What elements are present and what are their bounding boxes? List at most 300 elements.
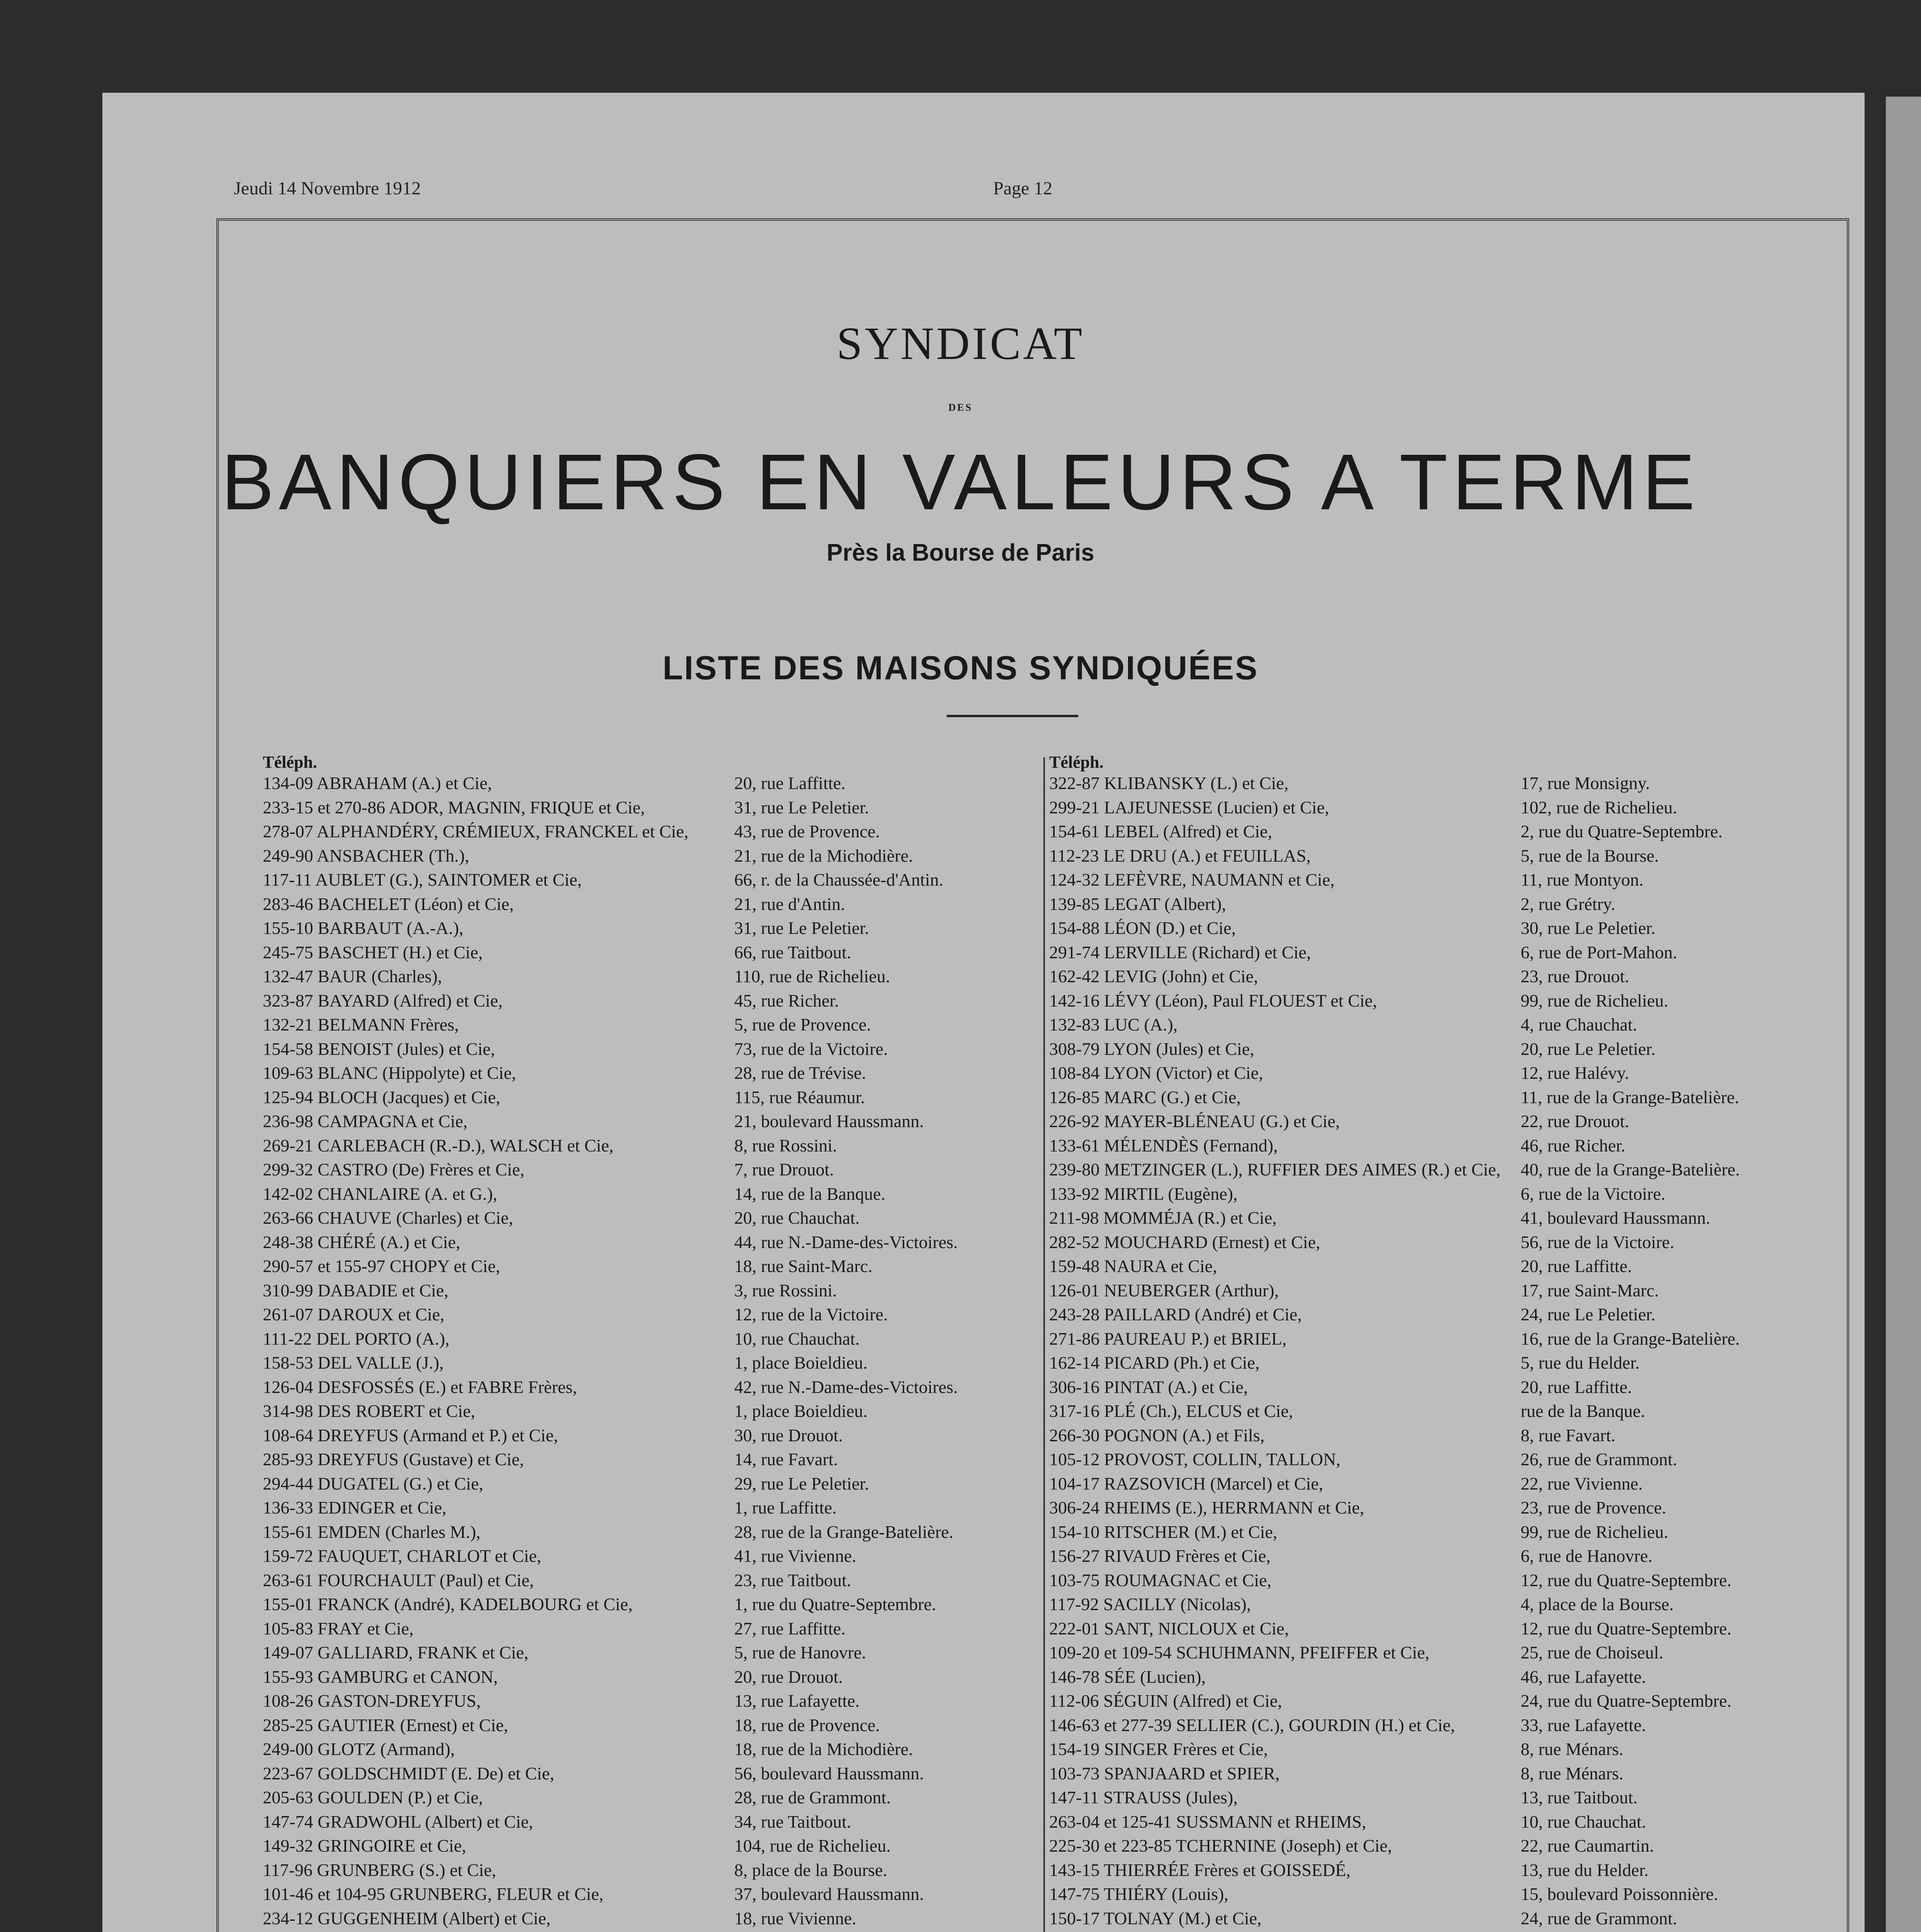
member-address: 14, rue de la Banque. [734, 1184, 885, 1204]
member-address: 4, place de la Bourse. [1521, 1594, 1674, 1614]
member-address: 27, rue Laffitte. [734, 1618, 846, 1638]
member-address: 99, rue de Richelieu. [1521, 1522, 1668, 1542]
member-firm: 125-94 BLOCH (Jacques) et Cie, [263, 1087, 500, 1107]
member-firm: 271-86 PAUREAU P.) et BRIEL, [1049, 1328, 1287, 1349]
list-item [1049, 1737, 1807, 1762]
list-item [263, 892, 1020, 917]
member-firm: 154-19 SINGER Frères et Cie, [1049, 1739, 1268, 1759]
list-item [1049, 796, 1807, 820]
member-firm: 126-85 MARC (G.) et Cie, [1049, 1087, 1241, 1107]
member-address: 22, rue Vivienne. [1521, 1473, 1643, 1493]
list-item [1049, 1303, 1807, 1327]
member-firm: 117-96 GRUNBERG (S.) et Cie, [263, 1860, 496, 1880]
member-address: 8, rue Ménars. [1521, 1739, 1623, 1759]
member-address: 12, rue du Quatre-Septembre. [1521, 1618, 1732, 1638]
member-firm: 111-22 DEL PORTO (A.), [263, 1328, 450, 1349]
member-address: 40, rue de la Grange-Batelière. [1521, 1160, 1740, 1179]
member-firm: 155-01 FRANCK (André), KADELBOURG et Cie, [263, 1594, 633, 1614]
list-item [263, 1399, 1020, 1423]
member-firm: 149-07 GALLIARD, FRANK et Cie, [263, 1643, 529, 1662]
list-item [1049, 1206, 1807, 1230]
member-firm: 239-80 METZINGER (L.), RUFFIER DES AIMES (R.) et Cie, [1049, 1160, 1501, 1179]
list-item [1049, 964, 1807, 989]
list-item [263, 1279, 1020, 1303]
member-firm: 101-46 et 104-95 GRUNBERG, FLEUR et Cie, [263, 1884, 604, 1904]
member-address: 28, rue de Grammont. [734, 1787, 891, 1807]
member-address: 5, rue de Hanovre. [734, 1643, 866, 1662]
member-address: 6, rue de Hanovre. [1521, 1546, 1653, 1566]
column-divider [1043, 757, 1045, 1932]
header-page-number: Page 12 [993, 178, 1053, 199]
list-item [263, 1230, 1020, 1255]
member-address: 28, rue de la Grange-Batelière. [734, 1522, 954, 1542]
list-item [1049, 1254, 1807, 1279]
member-address: 13, rue Taitbout. [1521, 1787, 1638, 1807]
member-firm: 155-10 BARBAUT (A.-A.), [263, 918, 464, 938]
list-item [1049, 1568, 1807, 1593]
list-item [1049, 1182, 1807, 1206]
member-address: 73, rue de la Victoire. [734, 1039, 888, 1059]
list-item [263, 989, 1020, 1013]
member-firm: 143-15 THIERRÉE Frères et GOISSEDÉ, [1049, 1860, 1351, 1880]
list-item [263, 868, 1020, 892]
list-item [1049, 1423, 1807, 1448]
list-item [1049, 1665, 1807, 1689]
list-item [1049, 1399, 1807, 1423]
list-item [263, 1810, 1020, 1834]
member-address: 20, rue Drouot. [734, 1667, 843, 1687]
list-item [263, 1882, 1020, 1906]
list-item [1049, 1520, 1807, 1544]
adjacent-page-edge [1886, 97, 1921, 1932]
list-item [263, 1496, 1020, 1520]
member-firm: 162-14 PICARD (Ph.) et Cie, [1049, 1353, 1260, 1372]
member-firm: 222-01 SANT, NICLOUX et Cie, [1049, 1618, 1289, 1638]
member-firm: 108-84 LYON (Victor) et Cie, [1049, 1063, 1263, 1083]
list-item [1049, 844, 1807, 868]
member-address: 30, rue Le Peletier. [1521, 918, 1656, 938]
list-item [263, 1762, 1020, 1786]
member-address: 12, rue du Quatre-Septembre. [1521, 1570, 1732, 1590]
member-address: 11, rue de la Grange-Batelière. [1521, 1087, 1739, 1107]
list-item [263, 1037, 1020, 1061]
member-address: 20, rue Laffitte. [734, 773, 846, 793]
list-item [263, 1061, 1020, 1085]
list-item [263, 1689, 1020, 1713]
member-address: 1, place Boieldieu. [734, 1353, 868, 1372]
list-item [1049, 1279, 1807, 1303]
member-address: 10, rue Chauchat. [1521, 1811, 1646, 1832]
list-item [263, 1665, 1020, 1689]
member-address: 46, rue Lafayette. [1521, 1667, 1646, 1687]
member-firm: 112-23 LE DRU (A.) et FEUILLAS, [1049, 845, 1311, 866]
member-firm: 299-21 LAJEUNESSE (Lucien) et Cie, [1049, 797, 1329, 817]
list-item [263, 1351, 1020, 1375]
member-address: 23, rue Taitbout. [734, 1570, 851, 1590]
list-item [263, 1786, 1020, 1810]
member-firm: 105-83 FRAY et Cie, [263, 1618, 414, 1638]
list-item [263, 964, 1020, 989]
member-address: 16, rue de la Grange-Batelière. [1521, 1328, 1740, 1349]
list-item [263, 1254, 1020, 1279]
member-firm: 149-32 GRINGOIRE et Cie, [263, 1836, 466, 1855]
member-firm: 117-11 AUBLET (G.), SAINTOMER et Cie, [263, 870, 582, 889]
member-address: 56, boulevard Haussmann. [734, 1763, 924, 1783]
member-firm: 283-46 BACHELET (Léon) et Cie, [263, 894, 514, 914]
list-item [1049, 1472, 1807, 1496]
member-firm: 249-00 GLOTZ (Armand), [263, 1739, 455, 1759]
member-firm: 162-42 LEVIG (John) et Cie, [1049, 966, 1258, 986]
member-firm: 108-26 GASTON-DREYFUS, [263, 1691, 481, 1711]
member-firm: 133-92 MIRTIL (Eugène), [1049, 1184, 1238, 1204]
member-address: 23, rue de Provence. [1521, 1498, 1666, 1517]
member-address: 31, rue Le Peletier. [734, 797, 869, 817]
member-firm: 132-21 BELMANN Frères, [263, 1015, 459, 1034]
member-address: 18, rue Saint-Marc. [734, 1256, 873, 1276]
list-item [1049, 1762, 1807, 1786]
list-item [1049, 989, 1807, 1013]
member-address: 46, rue Richer. [1521, 1135, 1625, 1155]
member-address: 7, rue Drouot. [734, 1160, 834, 1179]
member-address: 34, rue Taitbout. [734, 1811, 851, 1832]
member-firm: 109-63 BLANC (Hippolyte) et Cie, [263, 1063, 516, 1083]
member-firm: 155-61 EMDEN (Charles M.), [263, 1522, 481, 1542]
member-address: 12, rue Halévy. [1521, 1063, 1629, 1083]
member-address: 31, rue Le Peletier. [734, 918, 869, 938]
list-item [1049, 1061, 1807, 1085]
member-firm: 306-24 RHEIMS (E.), HERRMANN et Cie, [1049, 1498, 1365, 1517]
list-item [263, 1327, 1020, 1351]
member-address: 102, rue de Richelieu. [1521, 797, 1677, 817]
member-address: 45, rue Richer. [734, 990, 839, 1010]
member-firm: 285-25 GAUTIER (Ernest) et Cie, [263, 1715, 508, 1735]
member-address: 13, rue du Helder. [1521, 1860, 1649, 1880]
member-firm: 132-47 BAUR (Charles), [263, 966, 442, 986]
list-item [263, 916, 1020, 940]
member-firm: 103-73 SPANJAARD et SPIER, [1049, 1763, 1280, 1783]
member-firm [263, 1930, 619, 1932]
member-firm: 282-52 MOUCHARD (Ernest) et Cie, [1049, 1232, 1320, 1252]
member-firm: 150-17 TOLNAY (M.) et Cie, [1049, 1908, 1262, 1928]
member-firm: 147-75 THIÉRY (Louis), [1049, 1884, 1228, 1904]
member-firm: 139-85 LEGAT (Albert), [1049, 894, 1226, 914]
member-firm: 294-44 DUGATEL (G.) et Cie, [263, 1473, 483, 1493]
list-item [1049, 1109, 1807, 1134]
member-firm: 310-99 DABADIE et Cie, [263, 1280, 449, 1300]
member-address: 21, rue de la Michodière. [734, 845, 913, 866]
member-address: 24, rue Le Peletier. [1521, 1304, 1656, 1324]
list-item [263, 1641, 1020, 1665]
member-address: 18, rue Vivienne. [734, 1908, 856, 1928]
list-item [1049, 1858, 1807, 1883]
subtitle-bourse: Près la Bourse de Paris [827, 539, 1094, 566]
member-address: 17, rue Monsigny. [1521, 773, 1650, 793]
member-firm: 233-15 et 270-86 ADOR, MAGNIN, FRIQUE et Cie, [263, 797, 645, 817]
member-address: 104, rue de Richelieu. [734, 1836, 891, 1855]
member-firm: 322-87 KLIBANSKY (L.) et Cie, [1049, 773, 1289, 793]
member-firm: 263-61 FOURCHAULT (Paul) et Cie, [263, 1570, 534, 1590]
list-item [1049, 1230, 1807, 1255]
member-address: 8, rue Ménars. [1521, 1763, 1623, 1783]
member-firm: 205-63 GOULDEN (P.) et Cie, [263, 1787, 483, 1807]
member-address: 43, rue de Provence. [734, 821, 880, 841]
list-item [1049, 1327, 1807, 1351]
member-address: 5, rue du Helder. [1521, 1353, 1640, 1372]
member-address: 5, rue de la Bourse. [1521, 845, 1659, 866]
member-address: 42, rue N.-Dame-des-Victoires. [734, 1377, 958, 1397]
member-address [1521, 1930, 1633, 1932]
list-item [263, 820, 1020, 844]
member-address: 14, rue Favart. [734, 1449, 838, 1469]
list-item [1049, 1906, 1807, 1931]
list-item [1049, 1496, 1807, 1520]
list-item [263, 1906, 1020, 1931]
member-firm: 154-88 LÉON (D.) et Cie, [1049, 918, 1236, 938]
member-address: 3, rue Rossini. [734, 1280, 837, 1300]
member-firm: 317-16 PLÉ (Ch.), ELCUS et Cie, [1049, 1401, 1293, 1421]
member-address: 24, rue de Grammont. [1521, 1908, 1677, 1928]
member-firm: 225-30 et 223-85 TCHERNINE (Joseph) et Cie, [1049, 1836, 1392, 1855]
member-firm: 154-10 RITSCHER (M.) et Cie, [1049, 1522, 1278, 1542]
member-firm: 133-61 MÉLENDÈS (Fernand), [1049, 1135, 1278, 1155]
member-address: 26, rue de Grammont. [1521, 1449, 1677, 1469]
member-address: 66, rue Taitbout. [734, 942, 851, 962]
member-firm: 142-16 LÉVY (Léon), Paul FLOUEST et Cie, [1049, 990, 1377, 1010]
list-item [263, 1447, 1020, 1472]
list-item [1049, 1351, 1807, 1375]
list-item [1049, 1375, 1807, 1400]
title-des: DES [948, 402, 973, 413]
list-item [263, 1858, 1020, 1883]
member-address: rue de la Banque. [1521, 1401, 1645, 1421]
member-address: 20, rue Laffitte. [1521, 1377, 1632, 1397]
member-firm: 158-53 DEL VALLE (J.), [263, 1353, 444, 1372]
member-firm: 147-11 STRAUSS (Jules), [1049, 1787, 1238, 1807]
member-address: 12, rue de la Victoire. [734, 1304, 888, 1324]
member-address: 6, rue de la Victoire. [1521, 1184, 1666, 1204]
member-address: 56, rue de la Victoire. [1521, 1232, 1674, 1252]
member-firm: 146-78 SÉE (Lucien), [1049, 1667, 1206, 1687]
list-item [1049, 1134, 1807, 1158]
member-firm: 155-93 GAMBURG et CANON, [263, 1667, 498, 1687]
member-address: 25, rue de Choiseul. [1521, 1643, 1664, 1662]
list-item [263, 1617, 1020, 1641]
member-address: 2, rue Grétry. [1521, 894, 1615, 914]
member-address: 11, rue Montyon. [1521, 870, 1644, 889]
list-item [1049, 1834, 1807, 1858]
member-firm: 147-74 GRADWOHL (Albert) et Cie, [263, 1811, 533, 1832]
member-address: 30, rue Drouot. [734, 1425, 843, 1445]
member-address: 99, rue de Richelieu. [1521, 990, 1668, 1010]
list-item [263, 1375, 1020, 1400]
list-item [263, 1930, 1020, 1932]
list-item [263, 1520, 1020, 1544]
list-item [1049, 1158, 1807, 1182]
member-firm: 299-32 CASTRO (De) Frères et Cie, [263, 1160, 525, 1179]
list-item [1049, 1592, 1807, 1617]
member-firm: 159-48 NAURA et Cie, [1049, 1256, 1217, 1276]
member-firm: 132-83 LUC (A.), [1049, 1015, 1178, 1034]
list-item [263, 1713, 1020, 1738]
list-item [263, 1834, 1020, 1858]
member-firm: 249-90 ANSBACHER (Th.), [263, 845, 470, 866]
list-item [263, 1592, 1020, 1617]
title-banquiers: BANQUIERS EN VALEURS A TERME [221, 438, 1700, 526]
list-item [1049, 1810, 1807, 1834]
member-address: 29, rue Le Peletier. [734, 1473, 869, 1493]
member-address: 1, place Boieldieu. [734, 1401, 868, 1421]
member-address: 8, rue Favart. [1521, 1425, 1616, 1445]
member-firm: 156-27 RIVAUD Frères et Cie, [1049, 1546, 1271, 1566]
list-item [263, 1182, 1020, 1206]
member-firm: 308-79 LYON (Jules) et Cie, [1049, 1039, 1254, 1059]
list-item [263, 1472, 1020, 1496]
member-firm: 105-12 PROVOST, COLLIN, TALLON, [1049, 1449, 1341, 1469]
member-firm: 154-58 BENOIST (Jules) et Cie, [263, 1039, 495, 1059]
member-firm: 248-38 CHÉRÉ (A.) et Cie, [263, 1232, 461, 1252]
member-address: 15, boulevard Poissonnière. [1521, 1884, 1719, 1904]
member-firm: 291-74 LERVILLE (Richard) et Cie, [1049, 942, 1311, 962]
member-address: 22, rue Caumartin. [1521, 1836, 1654, 1855]
member-firm: 126-01 NEUBERGER (Arthur), [1049, 1280, 1279, 1300]
member-address: 44, rue N.-Dame-des-Victoires. [734, 1232, 958, 1252]
member-firm: 245-75 BASCHET (H.) et Cie, [263, 942, 483, 962]
list-item [1049, 1447, 1807, 1472]
list-title: LISTE DES MAISONS SYNDIQUÉES [662, 650, 1259, 687]
list-item [1049, 1617, 1807, 1641]
member-address: 110, rue de Richelieu. [734, 966, 890, 986]
member-firm: 146-63 et 277-39 SELLIER (C.), GOURDIN (H.) et Cie, [1049, 1715, 1455, 1735]
member-address [734, 1930, 837, 1932]
member-firm: 112-06 SÉGUIN (Alfred) et Cie, [1049, 1691, 1282, 1711]
member-firm: 136-33 EDINGER et Cie, [263, 1498, 447, 1517]
member-firm: 243-28 PAILLARD (André) et Cie, [1049, 1304, 1302, 1324]
member-address: 18, rue de Provence. [734, 1715, 880, 1735]
member-firm: 263-04 et 125-41 SUSSMANN et RHEIMS, [1049, 1811, 1366, 1832]
member-firm: 306-16 PINTAT (A.) et Cie, [1049, 1377, 1248, 1397]
list-item [263, 1303, 1020, 1327]
list-item [1049, 1689, 1807, 1713]
member-firm: 109-20 et 109-54 SCHUHMANN, PFEIFFER et Cie, [1049, 1643, 1429, 1662]
member-firm: 314-98 DES ROBERT et Cie, [263, 1401, 475, 1421]
list-item [263, 1134, 1020, 1158]
list-item [263, 1423, 1020, 1448]
member-firm: 126-04 DESFOSSÉS (E.) et FABRE Frères, [263, 1377, 577, 1397]
member-address: 20, rue Laffitte. [1521, 1256, 1632, 1276]
member-firm: 278-07 ALPHANDÉRY, CRÉMIEUX, FRANCKEL et Cie, [263, 821, 689, 841]
member-address: 37, boulevard Haussmann. [734, 1884, 924, 1904]
member-firm: 323-87 BAYARD (Alfred) et Cie, [263, 990, 503, 1010]
member-address: 8, rue Rossini. [734, 1135, 837, 1155]
member-firm: 261-07 DAROUX et Cie, [263, 1304, 445, 1324]
member-address: 17, rue Saint-Marc. [1521, 1280, 1659, 1300]
list-item [263, 1206, 1020, 1230]
list-item [1049, 1544, 1807, 1568]
list-item [263, 1737, 1020, 1762]
member-firm: 223-67 GOLDSCHMIDT (E. De) et Cie, [263, 1763, 555, 1783]
member-firm: 159-72 FAUQUET, CHARLOT et Cie, [263, 1546, 541, 1566]
member-firm: 142-02 CHANLAIRE (A. et G.), [263, 1184, 497, 1204]
list-item [263, 844, 1020, 868]
list-item [1049, 916, 1807, 940]
member-address: 21, rue d'Antin. [734, 894, 845, 914]
list-item [1049, 771, 1807, 796]
list-item [263, 771, 1020, 796]
list-item [263, 940, 1020, 965]
member-firm: 290-57 et 155-97 CHOPY et Cie, [263, 1256, 500, 1276]
list-item [263, 1085, 1020, 1110]
member-address: 1, rue du Quatre-Septembre. [734, 1594, 936, 1614]
member-firm: 266-30 POGNON (A.) et Fils, [1049, 1425, 1265, 1445]
member-address: 115, rue Réaumur. [734, 1087, 865, 1107]
list-item [263, 1109, 1020, 1134]
member-address: 2, rue du Quatre-Septembre. [1521, 821, 1723, 841]
left-column [263, 753, 1020, 1932]
teleph-label: Téléph. [1049, 753, 1104, 772]
member-address: 21, boulevard Haussmann. [734, 1111, 924, 1131]
member-address: 28, rue de Trévise. [734, 1063, 866, 1083]
member-firm: 117-92 SACILLY (Nicolas), [1049, 1594, 1251, 1614]
member-firm: 134-09 ABRAHAM (A.) et Cie, [263, 773, 492, 793]
member-firm: 124-32 LEFÈVRE, NAUMANN et Cie, [1049, 870, 1335, 889]
member-address: 18, rue de la Michodière. [734, 1739, 913, 1759]
member-firm: 263-66 CHAUVE (Charles) et Cie, [263, 1208, 513, 1228]
list-item [1049, 1013, 1807, 1037]
list-item [263, 1158, 1020, 1182]
member-firm: 211-98 MOMMÉJA (R.) et Cie, [1049, 1208, 1277, 1228]
member-address: 20, rue Le Peletier. [1521, 1039, 1656, 1059]
member-address: 23, rue Drouot. [1521, 966, 1630, 986]
member-address: 13, rue Lafayette. [734, 1691, 860, 1711]
member-address: 6, rue de Port-Mahon. [1521, 942, 1677, 962]
list-item [1049, 820, 1807, 844]
right-column [1049, 753, 1807, 1932]
member-firm: 226-92 MAYER-BLÉNEAU (G.) et Cie, [1049, 1111, 1340, 1131]
member-firm: 285-93 DREYFUS (Gustave) et Cie, [263, 1449, 524, 1469]
list-item [1049, 1713, 1807, 1738]
title-underline [947, 715, 1078, 717]
member-address: 66, r. de la Chaussée-d'Antin. [734, 870, 944, 889]
list-item [1049, 1085, 1807, 1110]
member-firm [1049, 1930, 1336, 1932]
member-firm: 154-61 LEBEL (Alfred) et Cie, [1049, 821, 1272, 841]
list-item [1049, 1786, 1807, 1810]
teleph-label: Téléph. [263, 753, 317, 772]
list-item [1049, 868, 1807, 892]
member-address: 5, rue de Provence. [734, 1015, 871, 1034]
member-address: 24, rue du Quatre-Septembre. [1521, 1691, 1732, 1711]
member-address: 41, boulevard Haussmann. [1521, 1208, 1710, 1228]
member-firm: 103-75 ROUMAGNAC et Cie, [1049, 1570, 1271, 1590]
list-item [1049, 892, 1807, 917]
list-item [1049, 1641, 1807, 1665]
title-syndicat: SYNDICAT [836, 318, 1085, 369]
member-firm: 234-12 GUGGENHEIM (Albert) et Cie, [263, 1908, 551, 1928]
list-item [263, 1013, 1020, 1037]
member-address: 10, rue Chauchat. [734, 1328, 860, 1349]
member-firm: 104-17 RAZSOVICH (Marcel) et Cie, [1049, 1473, 1324, 1493]
list-item [263, 1568, 1020, 1593]
member-address: 41, rue Vivienne. [734, 1546, 856, 1566]
list-item [1049, 940, 1807, 965]
member-firm: 236-98 CAMPAGNA et Cie, [263, 1111, 468, 1131]
list-item [263, 796, 1020, 820]
list-item [263, 1544, 1020, 1568]
member-address: 33, rue Lafayette. [1521, 1715, 1646, 1735]
member-address: 4, rue Chauchat. [1521, 1015, 1637, 1034]
member-firm: 108-64 DREYFUS (Armand et P.) et Cie, [263, 1425, 558, 1445]
list-item [1049, 1930, 1807, 1932]
